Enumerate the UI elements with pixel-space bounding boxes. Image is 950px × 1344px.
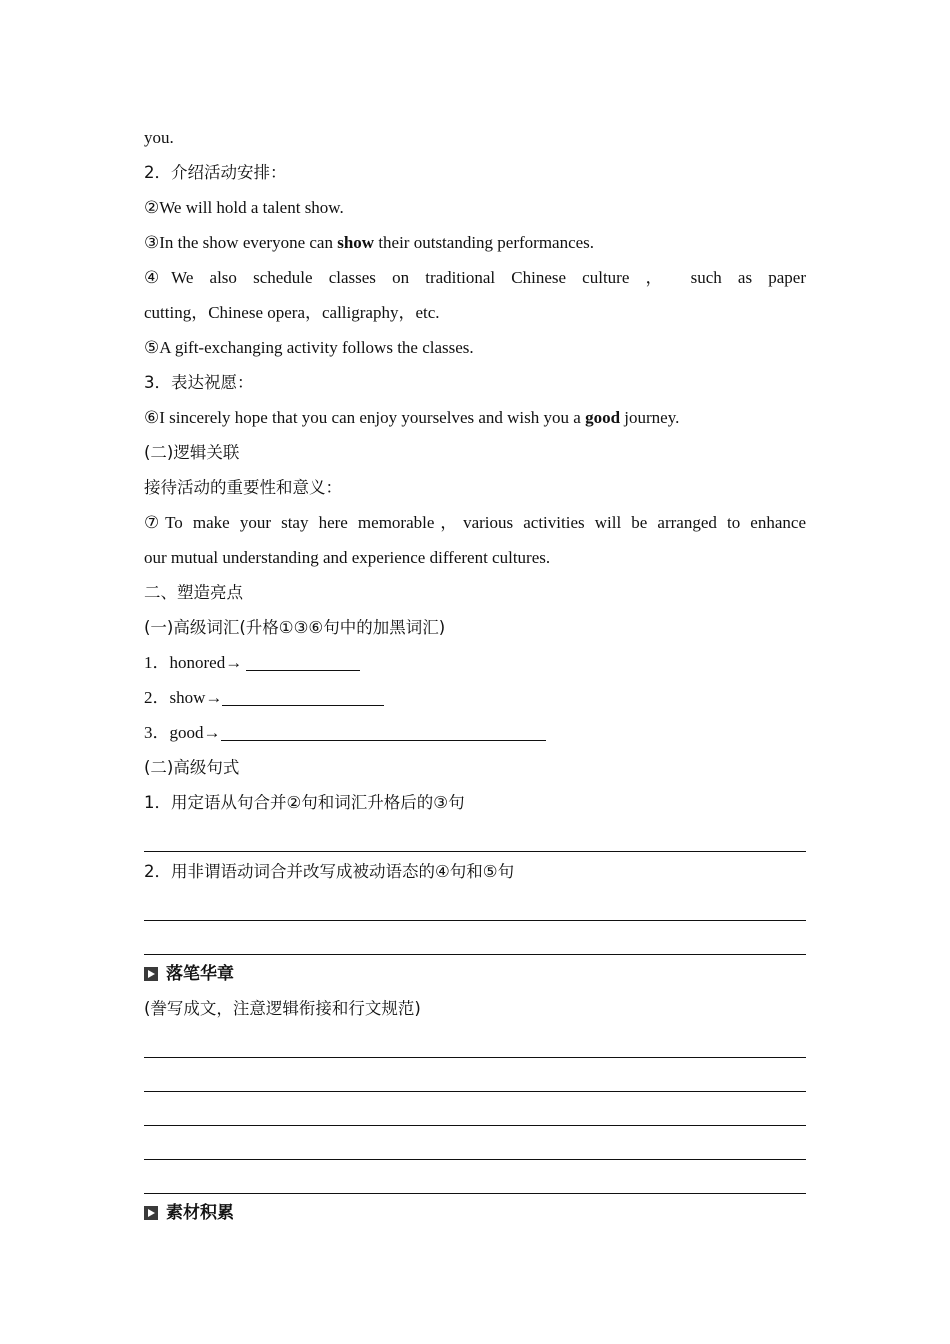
sentence-6-part: ⑥I sincerely hope that you can enjoy yourselves and wish you a: [144, 408, 586, 427]
sentence-3-part: ③In the show everyone can: [144, 233, 338, 252]
task-2: 2．用非谓语动词合并改写成被动语态的④句和⑤句: [144, 862, 515, 881]
answer-line[interactable]: [144, 1060, 806, 1094]
section-materials: [144, 1196, 806, 1230]
heading-activities: 2．介绍活动安排：: [144, 163, 287, 182]
section-materials-title: 素材积累: [166, 1203, 234, 1223]
vocab-item-1: [144, 645, 806, 680]
answer-line[interactable]: [144, 923, 806, 957]
section-writing: [144, 957, 806, 991]
sentence-4: ④We also schedule classes on traditional Chinese culture ， such as paper: [144, 268, 806, 287]
heading-logic: (二)逻辑关联: [144, 443, 240, 462]
sentence-6-part: journey.: [620, 408, 680, 427]
heading-sentences: (二)高级句式: [144, 758, 240, 777]
vocab-item-3: [144, 715, 806, 750]
heading-highlights: 二、塑造亮点: [144, 583, 243, 602]
bold-word-good: good: [585, 408, 621, 427]
answer-line[interactable]: [144, 1094, 806, 1128]
answer-line[interactable]: [144, 820, 806, 854]
play-triangle-icon: [144, 967, 158, 981]
answer-blank[interactable]: [221, 722, 546, 741]
heading-importance: 接待活动的重要性和意义：: [144, 478, 342, 497]
vocab-item-2: [144, 680, 806, 715]
heading-wishes: 3．表达祝愿：: [144, 373, 254, 392]
writing-note: (誊写成文，注意逻辑衔接和行文规范): [144, 999, 421, 1018]
answer-line[interactable]: [144, 889, 806, 923]
heading-vocab: (一)高级词汇(升格①③⑥句中的加黑词汇): [144, 618, 446, 637]
vocab-label: 2．show→: [144, 688, 223, 707]
answer-line[interactable]: [144, 1026, 806, 1060]
answer-blank[interactable]: [222, 687, 384, 706]
sentence-7: ⑦To make your stay here memorable，various activities will be arranged to enhance: [144, 513, 806, 532]
vocab-label: 1．honored→: [144, 653, 247, 672]
vocab-label: 3．good→: [144, 723, 221, 742]
answer-blank[interactable]: [246, 652, 360, 671]
sentence-2: ②We will hold a talent show.: [144, 198, 344, 217]
sentence-7-cont: our mutual understanding and experience different cultures.: [144, 548, 551, 567]
bold-word-show: show: [337, 233, 375, 252]
sentence-3: [144, 225, 806, 260]
task-1: 1．用定语从句合并②句和词汇升格后的③句: [144, 793, 465, 812]
sentence-3-part: their outstanding performances.: [374, 233, 595, 252]
answer-line[interactable]: [144, 1128, 806, 1162]
document-body: [144, 120, 806, 1230]
play-triangle-icon: [144, 1206, 158, 1220]
text-line: you.: [144, 128, 174, 147]
sentence-6: [144, 400, 806, 435]
sentence-4-cont: cutting，Chinese opera，calligraphy，etc.: [144, 303, 440, 322]
sentence-5: ⑤A gift-exchanging activity follows the classes.: [144, 338, 474, 357]
section-writing-title: 落笔华章: [166, 964, 234, 984]
answer-line[interactable]: [144, 1162, 806, 1196]
